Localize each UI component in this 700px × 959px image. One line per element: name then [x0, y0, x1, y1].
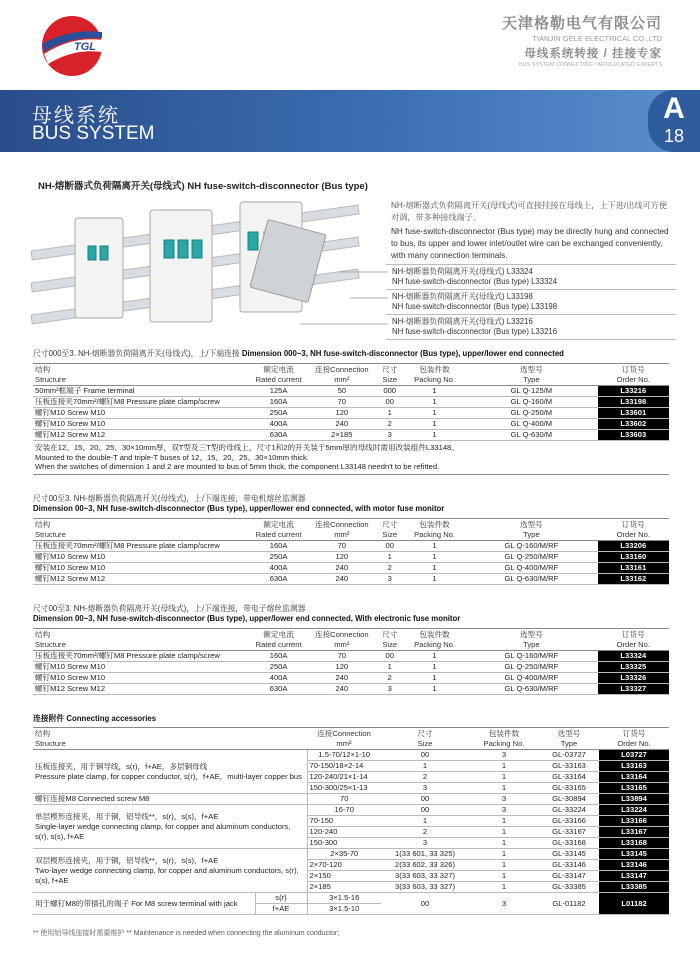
cell-rated: 160A: [249, 397, 308, 408]
cell-pack: 3: [469, 805, 539, 816]
col-conn: 连接Connection: [315, 520, 369, 529]
cell-pack: 3: [469, 893, 539, 915]
cell-conn: 2×185: [307, 882, 381, 893]
footnote: ** 使用铝导线连接时需要维护 ** Maintenance is needed when connecting the aluminum conductor;: [33, 930, 340, 937]
cell-conn: 2×150: [307, 871, 381, 882]
section1-title-cn: 尺寸000至3. NH-熔断器负荷隔离开关(母线式)，上/下端连接: [33, 349, 240, 358]
table-row: [33, 552, 669, 563]
cell-structure-cn: 单层楔形连接夹，用于铜，铝导线**，s(r)，s(s)，f+AE: [35, 811, 219, 821]
cell-conn: 16-70: [307, 805, 381, 816]
cell-structure: 螺钉M10 Screw M10: [33, 673, 249, 684]
cell-order: L33327: [598, 684, 669, 695]
cell-pack: 1: [404, 419, 465, 430]
cell-type: GL Q-250/M/RF: [465, 662, 598, 673]
col-order-en: Order No.: [616, 374, 650, 384]
cell-type: GL-33224: [539, 805, 599, 816]
note-en-1: Mounted to the double-T and triple-T buses of 12、15、20、25、30×10mm thick.: [35, 452, 309, 462]
cell-conn: 70-150/18×2-14: [307, 761, 381, 772]
section1-table: [33, 363, 669, 475]
cell-conn: 150-300/25×1-13: [307, 783, 381, 794]
col-pack-en: Packing No.: [483, 738, 525, 748]
cell-order: L01182: [599, 893, 669, 915]
cell-type: GL Q-160/M/RF: [465, 651, 598, 662]
tab-letter: A: [663, 92, 685, 125]
model-cn: NH-熔断器负荷隔离开关(母线式) L33198: [392, 292, 533, 301]
section3-title-cn: 尺寸00至3. NH-熔断器负荷隔离开关(母线式)，上/下端连接，带电子熔丝监测器: [33, 604, 306, 613]
cell-pack: 1: [404, 408, 465, 419]
col-size-en: Size: [382, 639, 398, 649]
table-row: [33, 430, 669, 441]
col-order-cn: 订货号: [622, 729, 646, 738]
col-structure-en: Structure: [35, 639, 66, 649]
cell-order: L33146: [599, 860, 669, 871]
cell-order: L33602: [598, 419, 669, 430]
cell-type: GL Q-250/M: [465, 408, 598, 419]
table-header-row: [33, 629, 669, 651]
table-note-row: [33, 441, 669, 475]
col-size-cn: 尺寸: [382, 520, 398, 529]
cell-pack: 1: [469, 838, 539, 849]
company-slogan-cn: 母线系统转接 / 挂接专家: [524, 48, 662, 60]
col-rated-cn: 额定电流: [263, 630, 294, 639]
col-pack-en: Packing No.: [414, 639, 456, 649]
cell-conn: 2×70-120: [307, 860, 381, 871]
table-row: [33, 386, 669, 397]
cell-rated: 125A: [249, 386, 308, 397]
cell-order: L33161: [598, 563, 669, 574]
cell-rated: 630A: [249, 684, 308, 695]
cell-pack: 1: [404, 397, 465, 408]
table-row: [33, 563, 669, 574]
cell-size: 1: [375, 552, 404, 563]
cell-order: L33601: [598, 408, 669, 419]
cell-structure: 压板连接夹70mm²/螺钉M8 Pressure plate clamp/screw: [33, 541, 249, 552]
cell-pack: 1: [469, 772, 539, 783]
model-cn: NH-熔断器负荷隔离开关(母线式) L33216: [392, 317, 533, 326]
cell-rated: 630A: [249, 430, 308, 441]
cell-pack: 1: [469, 816, 539, 827]
section3-title: [33, 604, 460, 624]
cell-type: GL-03727: [539, 750, 599, 761]
cell-size: 1(33 601, 33 325): [381, 849, 469, 860]
cell-conn: 70: [307, 794, 381, 805]
cell-order: L33326: [598, 673, 669, 684]
cell-type: GL-33145: [539, 849, 599, 860]
col-type-en: Type: [523, 374, 540, 384]
col-structure-en: Structure: [35, 529, 66, 539]
table-header-row: [33, 728, 669, 750]
cell-pack: 1: [404, 552, 465, 563]
section3-title-en: Dimension 00~3, NH fuse-switch-disconnector (Bus type), upper/lower end connected, With electronic fuse monitor: [33, 614, 461, 623]
cell-conn: 240: [308, 563, 375, 574]
table-row: [33, 750, 669, 761]
col-type-cn: 选型号: [519, 365, 543, 374]
cell-size: 00: [381, 893, 469, 915]
cell-size: 1: [375, 662, 404, 673]
cell-structure: 螺钉M12 Screw M12: [33, 574, 249, 585]
cell-structure-cn: 双层楔形连接夹，用于铜，铝导线**，s(r)，s(s)，f+AE: [35, 855, 219, 865]
cell-rated: 250A: [249, 408, 308, 419]
cell-type: GL-33164: [539, 772, 599, 783]
cell-order: L33894: [599, 794, 669, 805]
cell-type: GL-33147: [539, 871, 599, 882]
col-size-cn: 尺寸: [382, 365, 398, 374]
table-header-row: [33, 519, 669, 541]
col-order-cn: 订货号: [621, 365, 645, 374]
col-pack-cn: 包装件数: [419, 630, 450, 639]
cell-type: GL-30894: [539, 794, 599, 805]
table-row: [33, 849, 669, 860]
cell-size: 3(33 603, 33 327): [381, 882, 469, 893]
col-type-en: Type: [523, 529, 540, 539]
section2-title-en: Dimension 00~3, NH fuse-switch-disconnector (Bus type), upper/lower end connected, with motor fuse monitor: [33, 504, 445, 513]
table-row: [33, 684, 669, 695]
cell-size: 3: [375, 684, 404, 695]
col-size-cn: 尺寸: [382, 630, 398, 639]
cell-pack: 1: [404, 563, 465, 574]
cell-order: L03727: [599, 750, 669, 761]
model-callout: [386, 264, 676, 289]
cell-pack: 1: [404, 673, 465, 684]
page-number: 18: [663, 126, 685, 146]
cell-conn: 70: [308, 541, 375, 552]
cell-size: 00: [375, 651, 404, 662]
cell-structure: 50mm²框端子 Frame terminal: [33, 386, 249, 397]
col-rated-cn: 额定电流: [263, 520, 294, 529]
col-type-cn: 选型号: [519, 520, 543, 529]
cell-size: 2: [381, 827, 469, 838]
note-cn: 安装在12、15、20、25、30×10mm厚，双T型及三T型的母线上，尺寸1和2的开关装于5mm厚的母线时需用改装组件L33148。: [35, 443, 459, 452]
model-callout: [386, 314, 676, 340]
col-structure-cn: 结构: [35, 630, 51, 639]
cell-conn: 120-240/21×1-14: [307, 772, 381, 783]
page-tab: [648, 90, 700, 152]
col-rated-en: Rated current: [255, 374, 302, 384]
cell-order: L33164: [599, 772, 669, 783]
cell-structure: 螺钉M10 Screw M10: [33, 563, 249, 574]
col-order-cn: 订货号: [621, 520, 645, 529]
cell-size: 1: [381, 761, 469, 772]
cell-structure: 螺钉M10 Screw M10: [33, 552, 249, 563]
cell-structure-en: Pressure plate clamp, for copper conductor, s(r)，f+AE，multi-layer copper bus: [35, 771, 302, 781]
section2-title: [33, 494, 444, 514]
model-en: NH fuse-switch-disconnector (Bus type) L33198: [392, 302, 558, 311]
cell-size: 00: [381, 750, 469, 761]
col-structure-en: Structure: [35, 374, 66, 384]
cell-pack: 3: [469, 794, 539, 805]
company-logo: [40, 14, 104, 78]
table-row: [33, 805, 669, 816]
table-row: [33, 541, 669, 552]
col-order-cn: 订货号: [621, 630, 645, 639]
cell-pack: 1: [404, 430, 465, 441]
cell-conn: 50: [308, 386, 375, 397]
cell-pack: 1: [404, 651, 465, 662]
col-type-en: Type: [560, 738, 578, 748]
col-conn-unit: mm²: [334, 374, 350, 384]
cell-structure: 螺钉M10 Screw M10: [33, 662, 249, 673]
product-description: [391, 200, 673, 262]
cell-type: GL Q-630/M/RF: [465, 684, 598, 695]
col-conn: 连接Connection: [315, 630, 369, 639]
col-type-cn: 选型号: [519, 630, 543, 639]
cell-structure: 压板连接夹70mm²/螺钉M8 Pressure plate clamp/screw: [33, 651, 249, 662]
cell-pack: 1: [469, 783, 539, 794]
cell-pack: 1: [404, 684, 465, 695]
cell-rated: 250A: [249, 662, 308, 673]
cell-conn: 3×1.5-10: [307, 904, 381, 915]
cell-structure-en: Two-layer wedge connecting clamp, for copper and aluminum conductors, s(r), s(s), f+AE: [35, 865, 299, 885]
col-pack-en: Packing No.: [414, 374, 456, 384]
cell-type: GL-33146: [539, 860, 599, 871]
section3-table: [33, 628, 669, 695]
cell-order: L33145: [599, 849, 669, 860]
cell-size: 2: [375, 563, 404, 574]
table-header-row: [33, 364, 669, 386]
cell-order: L33162: [598, 574, 669, 585]
cell-rated: 400A: [249, 673, 308, 684]
section-banner: [0, 90, 700, 152]
cell-order: L33385: [599, 882, 669, 893]
cell-type: GL Q-250/M/RF: [465, 552, 598, 563]
model-en: NH fuse-switch-disconnector (Bus type) L33216: [392, 327, 558, 336]
cell-order: L33206: [598, 541, 669, 552]
cell-size: 1: [375, 408, 404, 419]
cell-order: L33198: [598, 397, 669, 408]
col-conn-unit: mm²: [334, 529, 350, 539]
cell-type: GL-33168: [539, 838, 599, 849]
model-callouts: [386, 264, 676, 340]
cell-order: L33165: [599, 783, 669, 794]
cell-type: GL Q-400/M/RF: [465, 673, 598, 684]
accessories-table: [33, 727, 669, 915]
col-order-en: Order No.: [616, 529, 650, 539]
cell-pack: 3: [469, 750, 539, 761]
callout-leader-lines: [300, 262, 390, 342]
cell-size: 1: [381, 816, 469, 827]
cell-type: GL-33165: [539, 783, 599, 794]
table-row: [33, 794, 669, 805]
company-name-en: TIANJIN GELE ELECTRICAL CO.,LTD: [532, 34, 662, 43]
col-order-en: Order No.: [616, 639, 650, 649]
cell-subtype: s(r): [255, 893, 307, 904]
section2-table: [33, 518, 669, 585]
cell-conn: 1.5-70/12×1-10: [307, 750, 381, 761]
cell-structure-cn: 压板连接夹，用于铜导线，s(r)，f+AE，多层铜母线: [35, 761, 208, 771]
cell-type: GL Q-125/M: [465, 386, 598, 397]
cell-structure: 螺钉连接M8 Connected screw M8: [33, 794, 307, 805]
cell-rated: 400A: [249, 563, 308, 574]
cell-pack: 1: [404, 662, 465, 673]
table-row: [33, 662, 669, 673]
accessories-title-text: 连接附件 Connecting accessories: [33, 714, 157, 723]
model-en: NH fuse-switch-disconnector (Bus type) L33324: [392, 277, 558, 286]
banner-title-en: BUS SYSTEM: [32, 123, 155, 144]
col-rated-en: Rated current: [255, 639, 302, 649]
section1-title-en: Dimension 000~3, NH fuse-switch-disconnector (Bus type), upper/lower end connected: [241, 349, 564, 358]
cell-structure: 压板连接夹70mm²/螺钉M8 Pressure plate clamp/screw: [33, 397, 249, 408]
cell-size: 2: [381, 772, 469, 783]
cell-conn: 2×35-70: [307, 849, 381, 860]
table-row: [33, 397, 669, 408]
company-slogan-en: BUS SYSTEM CONNECTING / ARTICULATED EXPERTS: [518, 62, 662, 68]
col-size-cn: 尺寸: [417, 729, 433, 738]
col-pack-en: Packing No.: [414, 529, 456, 539]
col-rated-cn: 额定电流: [263, 365, 294, 374]
cell-order: L33324: [598, 651, 669, 662]
cell-size: 3: [375, 574, 404, 585]
cell-conn: 240: [308, 419, 375, 430]
cell-type: GL Q-630/M: [465, 430, 598, 441]
cell-conn: 120: [308, 662, 375, 673]
cell-type: GL-33163: [539, 761, 599, 772]
cell-order: L33147: [599, 871, 669, 882]
table-row: [33, 673, 669, 684]
cell-type: GL-33385: [539, 882, 599, 893]
col-rated-en: Rated current: [255, 529, 302, 539]
cell-conn: 120-240: [307, 827, 381, 838]
cell-pack: 1: [469, 860, 539, 871]
product-title: NH-熔断器式负荷隔离开关(母线式) NH fuse-switch-disconnector (Bus type): [38, 181, 368, 192]
cell-rated: 160A: [249, 541, 308, 552]
section1-title: [33, 349, 564, 359]
cell-order: L33163: [599, 761, 669, 772]
cell-pack: 1: [404, 541, 465, 552]
cell-structure: 螺钉M12 Screw M12: [33, 684, 249, 695]
cell-pack: 1: [469, 882, 539, 893]
cell-pack: 1: [469, 849, 539, 860]
col-pack-cn: 包装件数: [488, 729, 520, 738]
logo-text: TGL: [74, 41, 96, 53]
cell-order: L33603: [598, 430, 669, 441]
table-row: [33, 574, 669, 585]
table-row: [33, 893, 669, 904]
description-cn: NH-熔断器式负荷隔离开关(母线式)可直接挂接在母线上，上下进/出线可方便对调，带多种接线端子。: [391, 201, 668, 222]
cell-size: 2: [375, 673, 404, 684]
cell-order: L33168: [599, 838, 669, 849]
cell-order: L33167: [599, 827, 669, 838]
col-conn-unit: mm²: [334, 639, 350, 649]
table-row: [33, 419, 669, 430]
cell-conn: 240: [308, 574, 375, 585]
cell-type: GL-33166: [539, 816, 599, 827]
cell-conn: 70: [308, 651, 375, 662]
cell-pack: 1: [404, 574, 465, 585]
company-name-cn: 天津格勒电气有限公司: [501, 15, 662, 32]
table-row: [33, 408, 669, 419]
cell-order: L33166: [599, 816, 669, 827]
description-en: NH fuse-switch-disconnector (Bus type) may be directly hung and connected to bus, its upper and lower inlet/outlet wire can be exchanged conveniently, with many connection terminals.: [391, 227, 669, 260]
col-size-en: Size: [382, 374, 398, 384]
table-row: [33, 651, 669, 662]
cell-type: GL-01182: [539, 893, 599, 915]
col-structure-cn: 结构: [35, 520, 51, 529]
cell-conn: 150-300: [307, 838, 381, 849]
col-pack-cn: 包装件数: [419, 365, 450, 374]
cell-type: GL Q-400/M: [465, 419, 598, 430]
cell-size: 00: [381, 794, 469, 805]
cell-size: 3: [381, 838, 469, 849]
cell-size: 3(33 603, 33 327): [381, 871, 469, 882]
col-conn: 连接Connection: [317, 729, 371, 738]
banner-title-cn: 母线系统: [32, 105, 120, 127]
cell-structure: 螺钉M10 Screw M10: [33, 419, 249, 430]
cell-conn: 120: [308, 552, 375, 563]
cell-pack: 1: [469, 761, 539, 772]
col-order-en: Order No.: [617, 738, 651, 748]
cell-order: L33224: [599, 805, 669, 816]
cell-conn: 3×1.5-16: [307, 893, 381, 904]
cell-size: 00: [375, 397, 404, 408]
cell-size: 00: [375, 541, 404, 552]
note-en-2: When the switches of dimension 1 and 2 are mounted to bus of 5mm thick, the component L33148 needn't to be refitted.: [35, 462, 440, 471]
cell-size: 2(33 602, 33 326): [381, 860, 469, 871]
accessories-title: [33, 714, 156, 724]
cell-subtype: f+AE: [255, 904, 307, 915]
cell-type: GL Q-630/M/RF: [465, 574, 598, 585]
cell-pack: 1: [469, 827, 539, 838]
cell-conn: 70-150: [307, 816, 381, 827]
cell-order: L33325: [598, 662, 669, 673]
cell-structure: 螺钉M12 Screw M12: [33, 430, 249, 441]
col-pack-cn: 包装件数: [419, 520, 450, 529]
cell-conn: 120: [308, 408, 375, 419]
cell-type: GL Q-400/M/RF: [465, 563, 598, 574]
col-structure-en: Structure: [35, 738, 66, 748]
col-conn: 连接Connection: [315, 365, 369, 374]
cell-conn: 240: [308, 684, 375, 695]
cell-type: GL Q-160/M: [465, 397, 598, 408]
col-structure-cn: 结构: [35, 729, 51, 738]
cell-size: 2: [375, 419, 404, 430]
cell-structure: 用于螺钉M8的带插孔的端子 For M8 screw terminal with jack: [33, 893, 255, 915]
cell-size: 000: [375, 386, 404, 397]
cell-rated: 160A: [249, 651, 308, 662]
cell-conn: 240: [308, 673, 375, 684]
cell-rated: 400A: [249, 419, 308, 430]
cell-size: 3: [381, 783, 469, 794]
cell-type: GL-33167: [539, 827, 599, 838]
section2-title-cn: 尺寸00至3. NH-熔断器负荷隔离开关(母线式)，上/下端连接，带电机熔丝监测器: [33, 494, 306, 503]
cell-conn: 2×185: [308, 430, 375, 441]
cell-pack: 1: [404, 386, 465, 397]
cell-structure: 螺钉M10 Screw M10: [33, 408, 249, 419]
cell-pack: 1: [469, 871, 539, 882]
cell-size: 00: [381, 805, 469, 816]
cell-order: L33216: [598, 386, 669, 397]
model-cn: NH-熔断器负荷隔离开关(母线式) L33324: [392, 267, 533, 276]
cell-size: 3: [375, 430, 404, 441]
col-type-cn: 选型号: [557, 729, 581, 738]
model-callout: [386, 289, 676, 314]
col-size-en: Size: [382, 529, 398, 539]
cell-rated: 250A: [249, 552, 308, 563]
company-info: [502, 12, 662, 68]
cell-type: GL Q-160/M/RF: [465, 541, 598, 552]
col-size-en: Size: [417, 738, 433, 748]
cell-structure-en: Single-layer wedge connecting clamp, for copper and aluminum conductors, s(r), s(s), f+AE: [35, 821, 291, 841]
col-structure-cn: 结构: [35, 365, 51, 374]
cell-rated: 630A: [249, 574, 308, 585]
cell-conn: 70: [308, 397, 375, 408]
col-type-en: Type: [523, 639, 540, 649]
col-conn-unit: mm²: [336, 738, 352, 748]
cell-order: L33160: [598, 552, 669, 563]
